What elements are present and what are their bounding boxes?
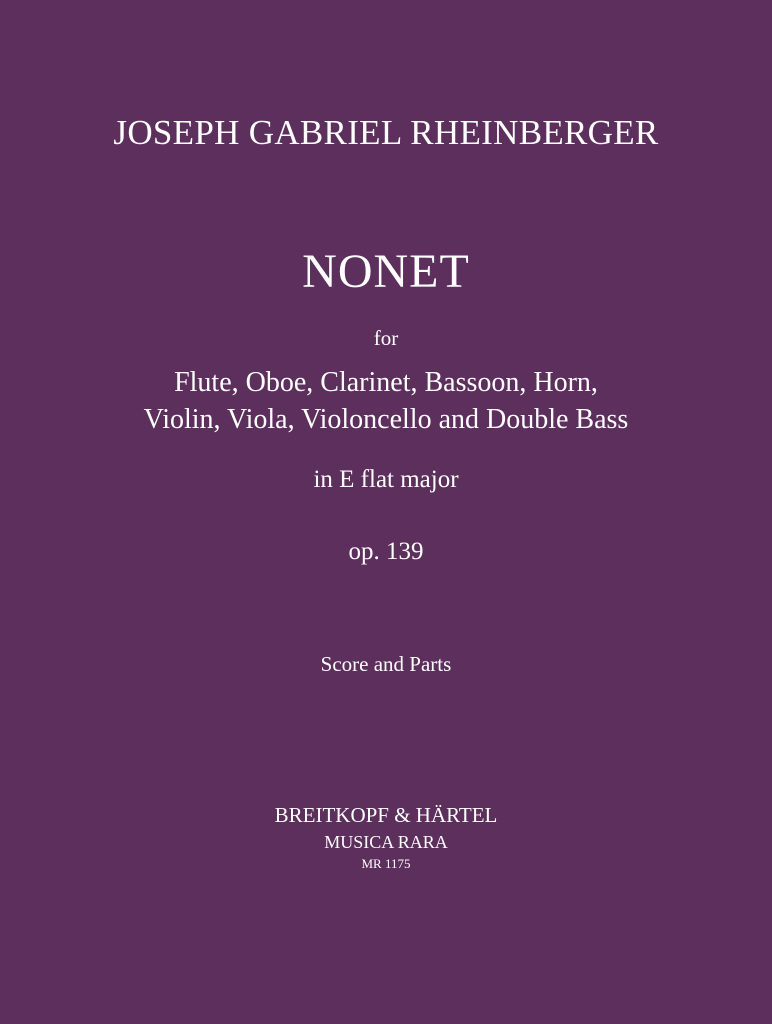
key-signature: in E flat major [313,466,459,493]
edition-type: Score and Parts [320,652,452,676]
instrumentation-line-1: Flute, Oboe, Clarinet, Bassoon, Horn, [174,367,598,398]
publisher-name: BREITKOPF & HÄRTEL [274,803,498,827]
publisher-imprint: MUSICA RARA [324,832,448,852]
for-label: for [373,326,399,350]
work-title: NONET [302,245,470,298]
opus-number: op. 139 [348,538,424,565]
catalog-number: MR 1175 [361,856,411,871]
instrumentation-line-2: Violin, Viola, Violoncello and Double Bass [143,404,629,435]
composer-name: JOSEPH GABRIEL RHEINBERGER [113,113,659,152]
